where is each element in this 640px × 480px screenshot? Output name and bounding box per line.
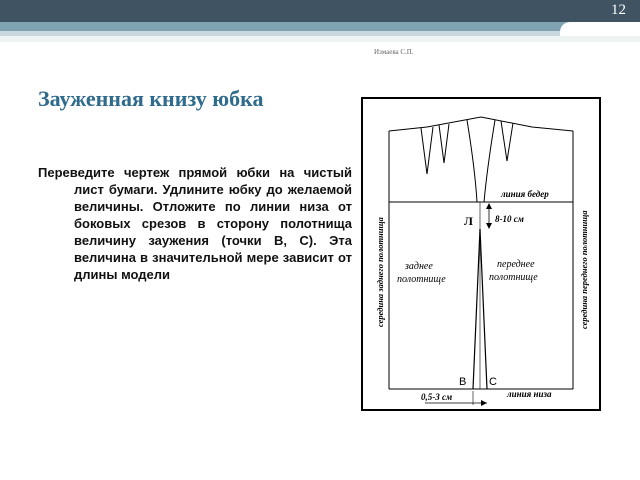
back-dart-1 xyxy=(421,127,433,174)
measure-bottom-label: 0,5-3 см xyxy=(421,392,453,402)
point-l-label: Л xyxy=(464,214,473,228)
front-center-label: середина переднего полотнища xyxy=(579,210,589,329)
back-panel-label-2: полотнище xyxy=(397,274,446,285)
slide-header-stripe xyxy=(0,22,640,31)
side-seam-front xyxy=(484,120,495,202)
hip-line-label: линия бедер xyxy=(501,189,549,199)
back-panel-label-1: заднее xyxy=(405,261,433,272)
back-dart-2 xyxy=(439,124,449,163)
front-panel-label-2: полотнище xyxy=(489,272,538,283)
skirt-pattern-figure xyxy=(361,97,601,411)
slide-title: Зауженная книзу юбка xyxy=(38,86,264,111)
back-center-label: середина заднего полотнища xyxy=(375,217,385,327)
side-seam-back xyxy=(467,120,477,202)
tapered-seam-c xyxy=(480,229,487,389)
measure-top-label: 8-10 см xyxy=(495,214,524,224)
point-b-label: В xyxy=(459,376,467,388)
point-c-label: С xyxy=(489,376,497,388)
slide-header-stripe-pale xyxy=(0,36,640,42)
waist-line xyxy=(389,117,573,131)
slide-corner-tab xyxy=(560,22,640,36)
front-panel-label-1: переднее xyxy=(497,259,535,270)
skirt-pattern-drawing xyxy=(363,99,599,409)
front-dart xyxy=(501,121,513,161)
tapered-seam-b xyxy=(473,229,480,389)
instruction-text: Переведите чертеж прямой юбки на чистый лист бумаги. Удлините юбку до желаемой величины. Отложите по линии низа от боковых срезов в сторону полотнища величину заужения (точки В, С). Эта величина в значительной мере зависит от длины модели xyxy=(38,165,352,282)
slide-header-band xyxy=(0,0,640,22)
slide-number: 12 xyxy=(611,2,626,18)
slide-author: Измаева С.П. xyxy=(374,48,414,56)
hem-line-label: линия низа xyxy=(507,389,552,399)
